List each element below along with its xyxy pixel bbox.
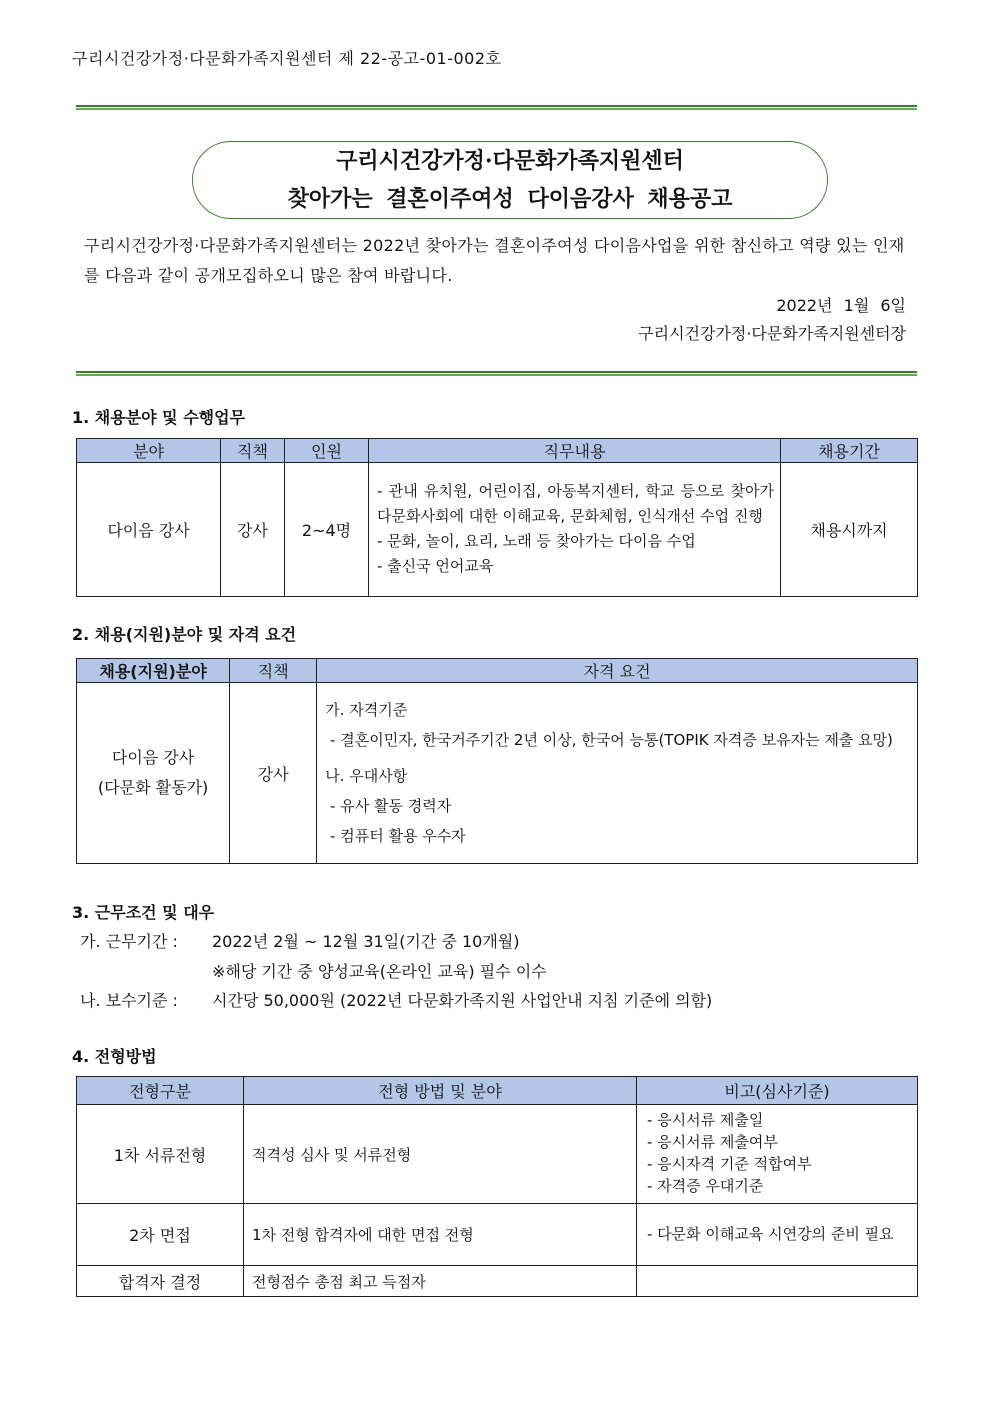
field-name: 다이음 강사 bbox=[111, 748, 195, 767]
work-period-value: 2022년 2월 ~ 12월 31일(기간 중 10개월) bbox=[212, 932, 520, 951]
col-header: 직책 bbox=[221, 439, 285, 463]
recruitment-field-table bbox=[76, 438, 918, 597]
qualification-table bbox=[76, 658, 918, 864]
col-header: 채용기간 bbox=[781, 439, 918, 463]
remarks-cell bbox=[637, 1105, 918, 1204]
intro-paragraph: 구리시건강가정·다문화가족지원센터는 2022년 찾아가는 결혼이주여성 다이음사업을 위한 참신하고 역량 있는 인재를 다음과 같이 공개모집하오니 많은 참여 바랍니다. bbox=[84, 236, 905, 285]
section4-heading: 4. 전형방법 bbox=[72, 1047, 157, 1066]
stage-cell: 합격자 결정 bbox=[77, 1266, 244, 1297]
field-cell: 다이음 강사 bbox=[77, 463, 221, 597]
table-header-row bbox=[77, 439, 918, 463]
title-box bbox=[192, 141, 828, 219]
top-divider bbox=[76, 105, 917, 110]
remarks-cell bbox=[637, 1204, 918, 1266]
method-cell: 적격성 심사 및 서류전형 bbox=[244, 1105, 637, 1204]
remark-item: - 응시자격 기준 적합여부 bbox=[647, 1155, 812, 1173]
stage-cell: 2차 면접 bbox=[77, 1204, 244, 1266]
work-period-label: 가. 근무기간 : bbox=[80, 932, 178, 951]
position-cell: 강사 bbox=[221, 463, 285, 597]
bottom-divider bbox=[76, 371, 917, 376]
section1-heading: 1. 채용분야 및 수행업무 bbox=[72, 408, 246, 427]
pay-label: 나. 보수기준 : bbox=[80, 991, 178, 1010]
col-header: 전형구분 bbox=[77, 1077, 244, 1105]
table-row bbox=[77, 1266, 918, 1297]
table-row bbox=[77, 683, 918, 864]
remark-item: - 응시서류 제출일 bbox=[647, 1111, 764, 1129]
title-organization: 구리시건강가정·다문화가족지원센터 bbox=[336, 148, 684, 174]
col-header: 분야 bbox=[77, 439, 221, 463]
field-cell bbox=[77, 683, 230, 864]
announcement-signer: 구리시건강가정·다문화가족지원센터장 bbox=[638, 324, 906, 343]
document-number: 구리시건강가정·다문화가족지원센터 제 22-공고-01-002호 bbox=[72, 49, 502, 68]
stage-cell: 1차 서류전형 bbox=[77, 1105, 244, 1204]
section3-heading: 3. 근무조건 및 대우 bbox=[72, 903, 215, 922]
col-header: 전형 방법 및 분야 bbox=[244, 1077, 637, 1105]
title-announcement: 찾아가는 결혼이주여성 다이음강사 채용공고 bbox=[287, 186, 733, 212]
qual-b-item: - 유사 활동 경력자 bbox=[325, 797, 452, 815]
announcement-date: 2022년 1월 6일 bbox=[776, 296, 906, 315]
remarks-cell bbox=[637, 1266, 918, 1297]
col-header: 채용(지원)분야 bbox=[77, 659, 230, 683]
table-row bbox=[77, 1204, 918, 1266]
col-header: 직무내용 bbox=[369, 439, 781, 463]
col-header: 인원 bbox=[285, 439, 369, 463]
col-header: 비고(심사기준) bbox=[637, 1077, 918, 1105]
qual-b-title: 나. 우대사항 bbox=[325, 767, 408, 785]
qualification-cell bbox=[317, 683, 918, 864]
remark-item: - 응시서류 제출여부 bbox=[647, 1133, 778, 1151]
table-row bbox=[77, 463, 918, 597]
field-subname: (다문화 활동가) bbox=[97, 778, 209, 797]
duty-item: - 출신국 언어교육 bbox=[377, 557, 494, 575]
method-cell: 1차 전형 합격자에 대한 면접 전형 bbox=[244, 1204, 637, 1266]
qual-b-item: - 컴퓨터 활용 우수자 bbox=[325, 827, 466, 845]
col-header: 직책 bbox=[230, 659, 317, 683]
position-cell: 강사 bbox=[230, 683, 317, 864]
table-row bbox=[77, 1105, 918, 1204]
remark-item: - 다문화 이해교육 시연강의 준비 필요 bbox=[647, 1224, 894, 1243]
method-cell: 전형점수 총점 최고 득점자 bbox=[244, 1266, 637, 1297]
table-header-row bbox=[77, 1077, 918, 1105]
selection-method-table bbox=[76, 1076, 918, 1297]
duties-cell bbox=[369, 463, 781, 597]
section2-heading: 2. 채용(지원)분야 및 자격 요건 bbox=[72, 625, 297, 644]
pay-value: 시간당 50,000원 (2022년 다문화가족지원 사업안내 지침 기준에 의함) bbox=[212, 991, 713, 1010]
remark-item: - 자격증 우대기준 bbox=[647, 1177, 764, 1195]
work-period-note: ※해당 기간 중 양성교육(온라인 교육) 필수 이수 bbox=[212, 962, 547, 981]
col-header: 자격 요건 bbox=[317, 659, 918, 683]
duty-item: - 문화, 놀이, 요리, 노래 등 찾아가는 다이음 수업 bbox=[377, 532, 696, 550]
table-header-row bbox=[77, 659, 918, 683]
qual-a-title: 가. 자격기준 bbox=[325, 701, 408, 719]
qual-a-text: - 결혼이민자, 한국거주기간 2년 이상, 한국어 능통(TOPIK 자격증 보유자는 제출 요망) bbox=[325, 731, 893, 749]
duty-item: - 관내 유치원, 어린이집, 아동복지센터, 학교 등으로 찾아가 다문화사회에 대한 이해교육, 문화체험, 인식개선 수업 진행 bbox=[377, 482, 774, 525]
period-cell: 채용시까지 bbox=[781, 463, 918, 597]
count-cell: 2~4명 bbox=[285, 463, 369, 597]
